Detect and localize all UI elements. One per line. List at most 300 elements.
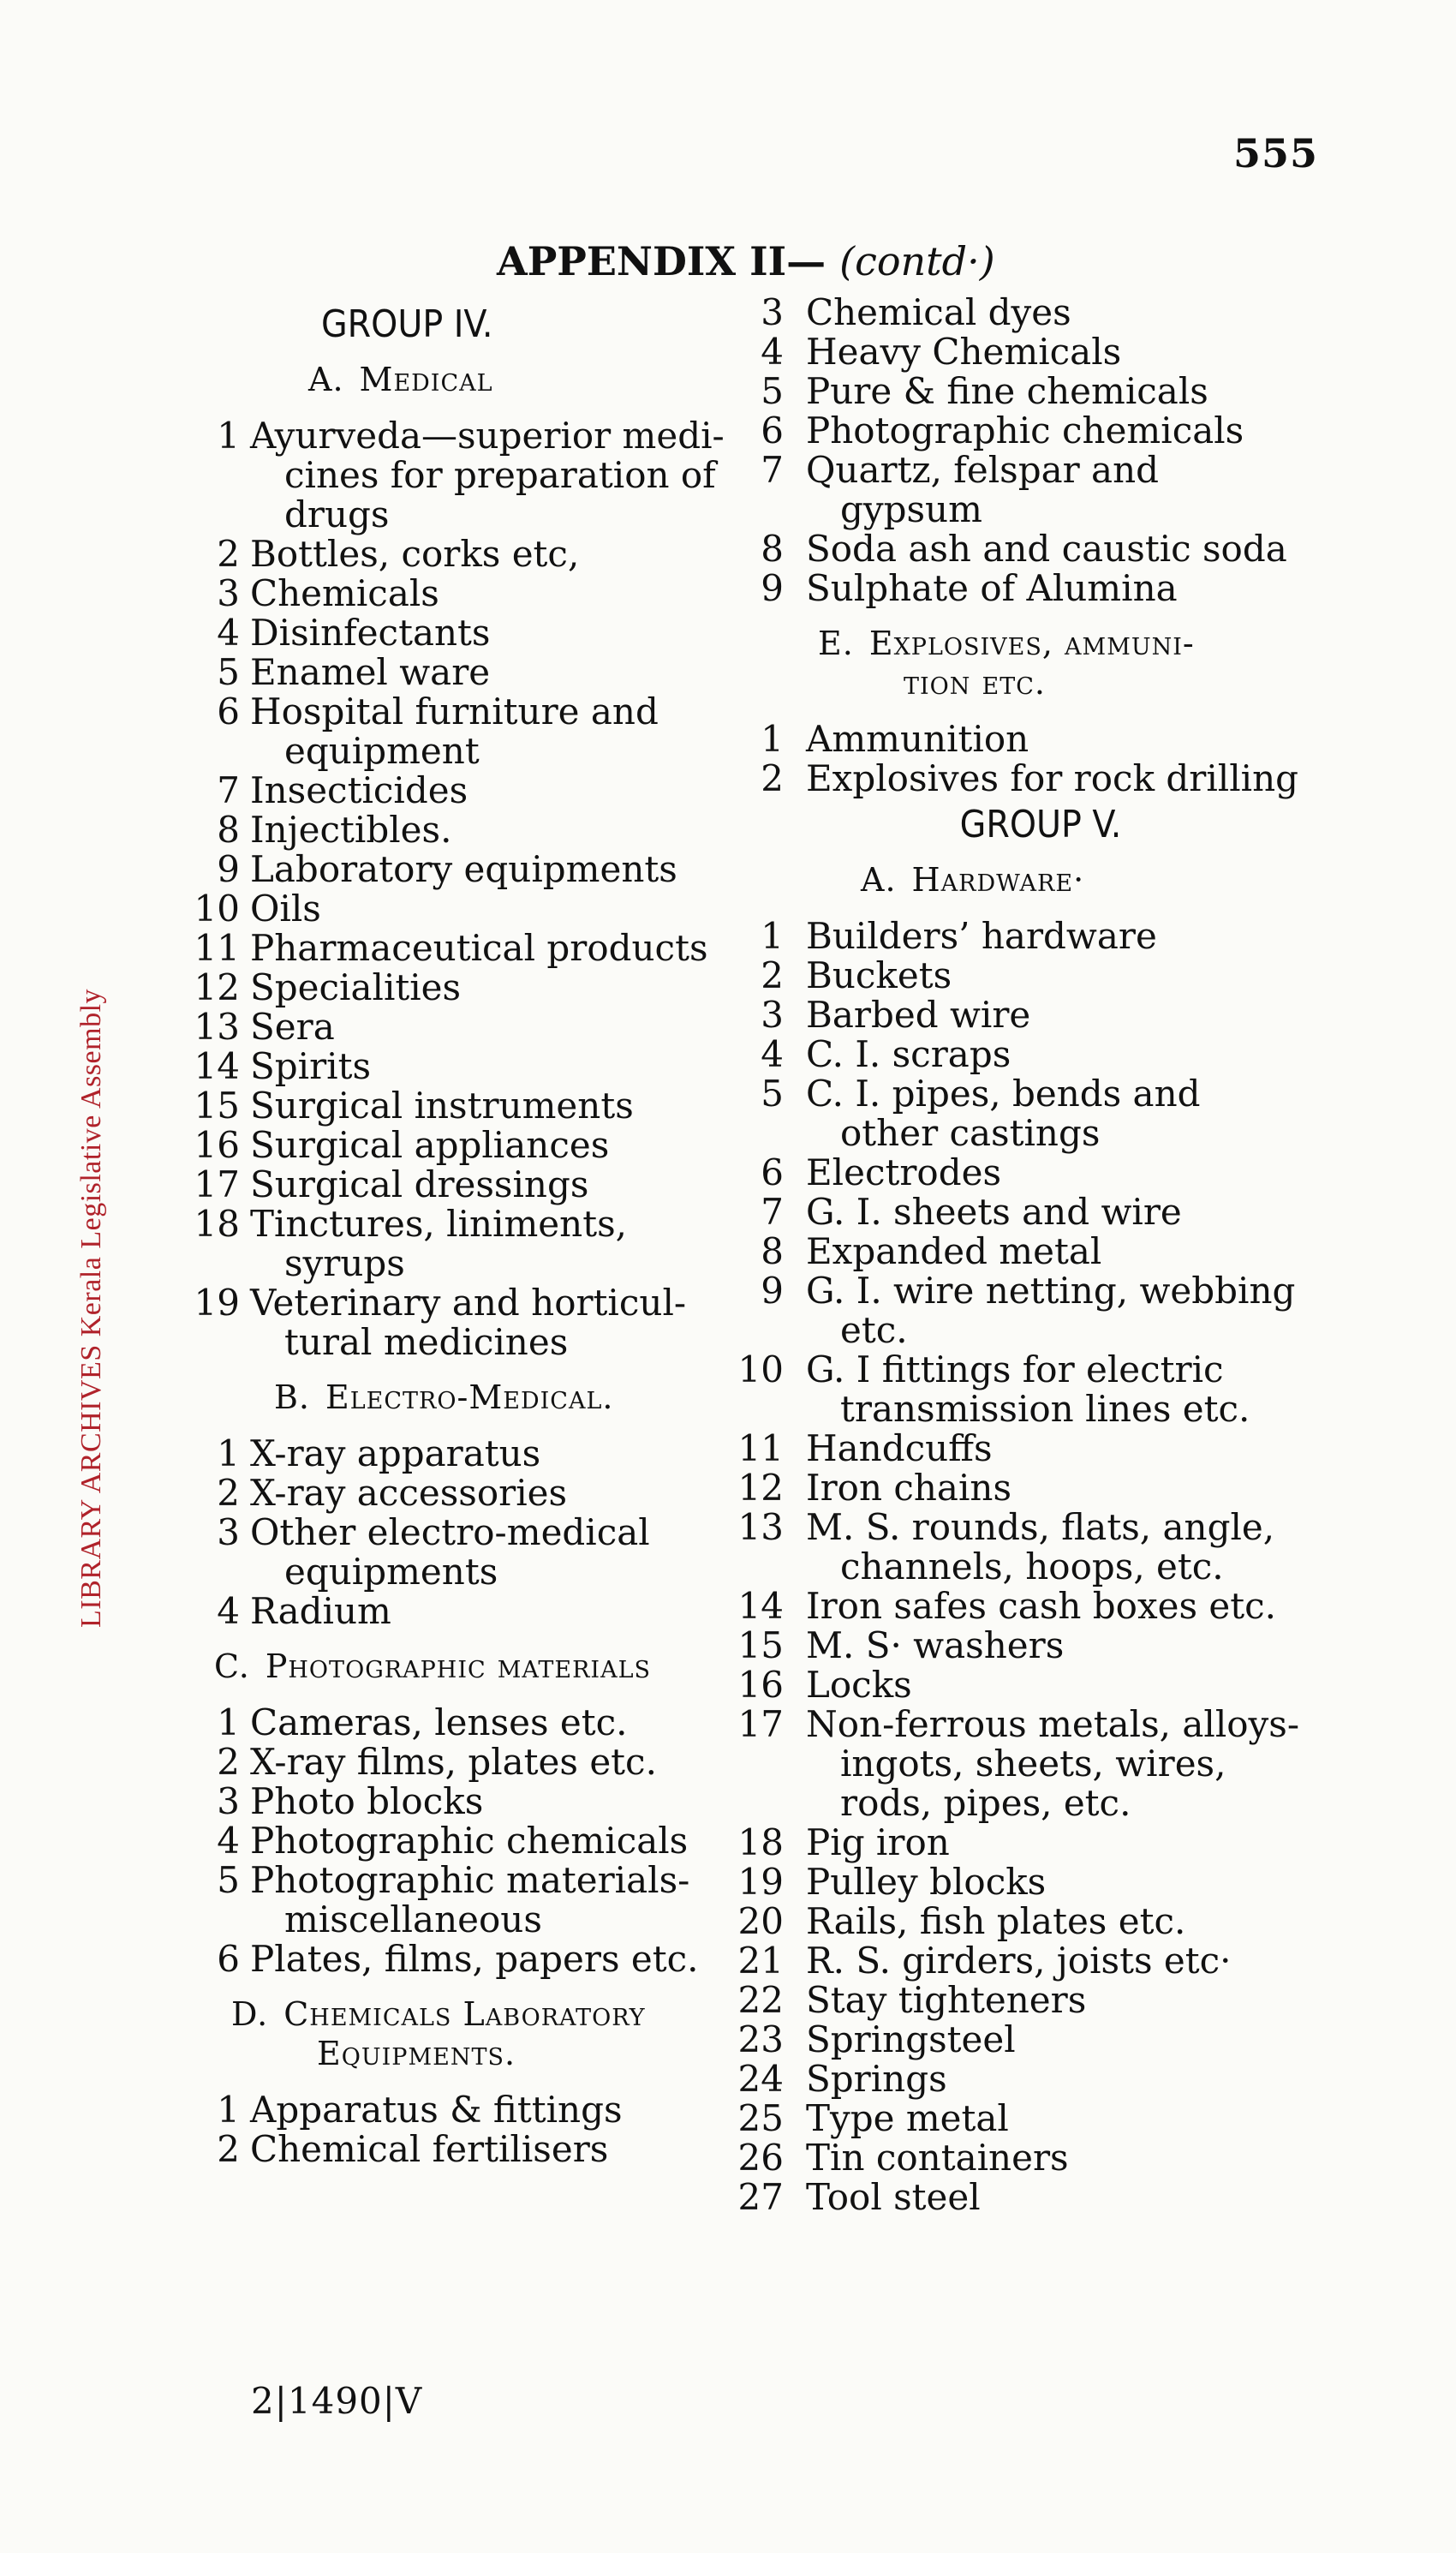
list-item <box>180 1165 728 1205</box>
item-text <box>806 1508 1349 1587</box>
item-text-line: Radium <box>250 1590 391 1632</box>
item-number: 3 <box>761 291 784 333</box>
list-item <box>732 1193 1349 1232</box>
section-title: Electro-Medical. <box>325 1378 614 1416</box>
list-item <box>180 1743 728 1782</box>
item-text-line: Cameras, lenses etc. <box>250 1701 628 1743</box>
item-number: 22 <box>737 1979 784 2021</box>
list-item <box>732 2138 1349 2178</box>
item-text <box>250 1126 728 1165</box>
list-item <box>732 1153 1349 1193</box>
item-text <box>250 1703 728 1743</box>
list-item <box>732 529 1349 569</box>
list-item <box>732 2060 1349 2099</box>
list-item <box>180 1861 728 1940</box>
item-text <box>250 653 728 692</box>
item-number: 8 <box>217 809 240 851</box>
item-text-continuation: transmission lines etc. <box>840 1388 1250 1430</box>
item-number: 7 <box>761 449 784 491</box>
item-text-continuation: gypsum <box>840 488 982 530</box>
item-number: 2 <box>217 1741 240 1783</box>
list-item <box>180 692 728 771</box>
section-title: Photographic materials <box>265 1647 652 1685</box>
item-text-line: Pig iron <box>806 1821 950 1863</box>
item-text-line: Tool steel <box>806 2176 981 2218</box>
item-text-line: Type metal <box>806 2097 1009 2139</box>
item-text-line: X-ray accessories <box>250 1472 568 1514</box>
item-number: 9 <box>761 567 784 609</box>
section-title-continuation: Equipments. <box>317 2035 516 2072</box>
item-number: 11 <box>737 1427 784 1469</box>
item-text-line: X-ray films, plates etc. <box>250 1741 657 1783</box>
item-text-continuation: equipment <box>284 730 480 772</box>
left-column <box>180 298 728 2169</box>
item-text-line: Enamel ware <box>250 651 491 693</box>
list-item <box>180 850 728 889</box>
section-letter: A. <box>308 361 344 398</box>
list-item <box>732 1902 1349 1941</box>
item-text <box>250 1513 728 1592</box>
item-text <box>250 2090 728 2130</box>
item-text-line: Quartz, felspar and <box>806 449 1160 491</box>
item-text <box>806 569 1349 608</box>
item-number: 18 <box>194 1203 240 1245</box>
list-item <box>732 332 1349 372</box>
item-text-line: Apparatus & fittings <box>250 2089 623 2131</box>
list-item <box>732 411 1349 451</box>
item-text-line: Hospital furniture and <box>250 691 659 732</box>
item-text <box>806 1074 1349 1153</box>
item-text-line: Photo blocks <box>250 1780 484 1822</box>
item-text-line: Insecticides <box>250 769 468 811</box>
section-letter: C. <box>214 1647 250 1685</box>
list-item <box>732 1468 1349 1508</box>
list-item <box>732 2099 1349 2138</box>
item-number: 7 <box>217 769 240 811</box>
item-number: 24 <box>737 2058 784 2100</box>
section-letter: A. <box>861 861 897 899</box>
item-text <box>250 692 728 771</box>
list-item <box>732 995 1349 1035</box>
appendix-title-main: APPENDIX II— <box>497 238 826 284</box>
item-number: 2 <box>217 533 240 575</box>
item-number: 2 <box>217 1472 240 1514</box>
list-item <box>180 1205 728 1283</box>
item-number: 5 <box>217 1859 240 1901</box>
list-item <box>732 956 1349 995</box>
list-item <box>180 653 728 692</box>
item-text <box>250 929 728 968</box>
item-number: 18 <box>737 1821 784 1863</box>
item-text <box>806 1902 1349 1941</box>
item-text <box>806 1153 1349 1193</box>
item-text-line: Iron safes cash boxes etc. <box>806 1585 1276 1627</box>
item-text <box>806 332 1349 372</box>
item-text <box>806 1232 1349 1271</box>
item-text <box>250 1086 728 1126</box>
item-text <box>806 1468 1349 1508</box>
item-text-continuation: other castings <box>840 1112 1101 1154</box>
item-text <box>806 2020 1349 2060</box>
item-text <box>806 1862 1349 1902</box>
item-text-line: Explosives for rock drilling <box>806 757 1298 799</box>
item-number: 5 <box>761 370 784 412</box>
item-number: 1 <box>217 1432 240 1474</box>
item-text-line: Laboratory equipments <box>250 848 677 890</box>
item-text <box>250 1205 728 1283</box>
appendix-title-contd: (contd·) <box>839 238 995 284</box>
list-item <box>732 1981 1349 2020</box>
section-letter: E. <box>818 625 854 662</box>
item-text <box>806 759 1349 798</box>
item-number: 23 <box>737 2018 784 2060</box>
item-text <box>806 1626 1349 1665</box>
item-number: 4 <box>217 1590 240 1632</box>
list-item <box>180 574 728 613</box>
item-text <box>250 1165 728 1205</box>
item-text-line: Bottles, corks etc, <box>250 533 580 575</box>
item-number: 25 <box>737 2097 784 2139</box>
item-text <box>250 535 728 574</box>
item-text-line: M. S· washers <box>806 1624 1065 1666</box>
list-item <box>732 1074 1349 1153</box>
item-number: 10 <box>194 888 240 930</box>
item-text <box>806 451 1349 529</box>
section-heading <box>180 1994 728 2073</box>
section-heading <box>180 1647 728 1686</box>
list-item <box>732 759 1349 798</box>
item-text-line: Handcuffs <box>806 1427 993 1469</box>
item-number: 12 <box>737 1467 784 1509</box>
item-text <box>806 1941 1349 1981</box>
item-text-line: Ayurveda—superior medi- <box>250 415 725 457</box>
item-number: 14 <box>737 1585 784 1627</box>
item-text <box>250 1474 728 1513</box>
right-column <box>732 293 1349 2217</box>
item-text-line: Buckets <box>806 954 952 996</box>
item-text-continuation: miscellaneous <box>284 1898 542 1940</box>
item-number: 19 <box>737 1861 784 1903</box>
item-text-line: Chemical fertilisers <box>250 2128 609 2170</box>
item-number: 2 <box>217 2128 240 2170</box>
item-text <box>250 968 728 1007</box>
item-text-line: Stay tighteners <box>806 1979 1087 2021</box>
item-text-line: Veterinary and horticul- <box>250 1282 687 1324</box>
list-item <box>732 1035 1349 1074</box>
item-text <box>250 1007 728 1047</box>
item-number: 17 <box>737 1703 784 1745</box>
list-item <box>732 917 1349 956</box>
item-text <box>250 1821 728 1861</box>
list-item <box>180 1474 728 1513</box>
item-number: 13 <box>194 1006 240 1048</box>
group-heading: GROUP V. <box>959 803 1122 846</box>
item-number: 1 <box>217 415 240 457</box>
list-item <box>732 293 1349 332</box>
item-text-line: Chemical dyes <box>806 291 1071 333</box>
item-text <box>250 1743 728 1782</box>
list-item <box>732 372 1349 411</box>
item-text-line: Pharmaceutical products <box>250 927 708 969</box>
item-text <box>806 529 1349 569</box>
section-title: Hardware· <box>911 861 1085 899</box>
item-number: 5 <box>761 1073 784 1115</box>
item-text-continuation: rods, pipes, etc. <box>840 1782 1131 1824</box>
item-text <box>806 917 1349 956</box>
item-number: 1 <box>761 915 784 957</box>
list-item <box>180 535 728 574</box>
item-text <box>806 1350 1349 1429</box>
item-number: 27 <box>737 2176 784 2218</box>
item-text-line: Other electro-medical <box>250 1511 650 1553</box>
item-text <box>806 372 1349 411</box>
item-text-line: Pure & fine chemicals <box>806 370 1208 412</box>
item-number: 3 <box>217 1511 240 1553</box>
section-title-continuation: tion etc. <box>904 664 1046 702</box>
list-item <box>180 1126 728 1165</box>
item-number: 19 <box>194 1282 240 1324</box>
item-text <box>806 1981 1349 2020</box>
item-text-line: Soda ash and caustic soda <box>806 528 1287 570</box>
section-heading <box>180 360 728 399</box>
item-text <box>806 1587 1349 1626</box>
item-text-line: Non-ferrous metals, alloys- <box>806 1703 1300 1745</box>
item-text-line: Sulphate of Alumina <box>806 567 1178 609</box>
item-text-line: Surgical instruments <box>250 1085 634 1127</box>
item-text-line: G. I. wire netting, webbing <box>806 1270 1296 1312</box>
item-text-line: Oils <box>250 888 321 930</box>
item-text-line: C. I. pipes, bends and <box>806 1073 1201 1115</box>
item-text <box>806 1193 1349 1232</box>
item-text-line: Plates, films, papers etc. <box>250 1938 699 1980</box>
list-item <box>180 1086 728 1126</box>
item-text-continuation: channels, hoops, etc. <box>840 1546 1224 1587</box>
section-heading <box>180 1378 728 1417</box>
item-number: 3 <box>217 1780 240 1822</box>
item-text-line: R. S. girders, joists etc· <box>806 1940 1232 1982</box>
footer-code: 2|1490|V <box>251 2380 423 2422</box>
item-number: 4 <box>761 331 784 373</box>
item-number: 17 <box>194 1163 240 1205</box>
list-item <box>732 1862 1349 1902</box>
appendix-title <box>497 238 995 284</box>
item-number: 13 <box>737 1506 784 1548</box>
page-number: 555 <box>1233 130 1319 176</box>
item-number: 15 <box>737 1624 784 1666</box>
list-item <box>732 1232 1349 1271</box>
list-item <box>180 771 728 810</box>
item-text-line: Photographic chemicals <box>806 410 1244 451</box>
item-number: 14 <box>194 1045 240 1087</box>
item-text <box>250 613 728 653</box>
list-item <box>180 929 728 968</box>
section-title: Explosives, ammuni- <box>868 625 1195 662</box>
item-text <box>806 2138 1349 2178</box>
item-text-line: Rails, fish plates etc. <box>806 1900 1186 1942</box>
item-number: 5 <box>217 651 240 693</box>
item-number: 20 <box>737 1900 784 1942</box>
group-heading: GROUP IV. <box>321 302 493 346</box>
list-item <box>732 720 1349 759</box>
item-text <box>806 411 1349 451</box>
item-text-continuation: drugs <box>284 493 390 535</box>
item-number: 16 <box>194 1124 240 1166</box>
item-text <box>250 574 728 613</box>
item-text-line: Injectibles. <box>250 809 452 851</box>
item-number: 3 <box>217 572 240 614</box>
item-text <box>806 1429 1349 1468</box>
item-text-continuation: cines for preparation of <box>284 454 716 496</box>
item-text-line: Barbed wire <box>806 994 1031 1036</box>
list-item <box>180 1821 728 1861</box>
list-item <box>180 810 728 850</box>
list-item <box>180 1782 728 1821</box>
list-item <box>732 1429 1349 1468</box>
item-text-line: Specialities <box>250 966 462 1008</box>
list-item <box>732 1350 1349 1429</box>
item-text <box>250 1861 728 1940</box>
archive-watermark: LIBRARY ARCHIVES Kerala Legislative Assembly <box>75 988 107 1628</box>
item-text-line: M. S. rounds, flats, angle, <box>806 1506 1275 1548</box>
list-item <box>732 1587 1349 1626</box>
item-text <box>806 720 1349 759</box>
item-text-line: Expanded metal <box>806 1230 1102 1272</box>
section-title: Medical <box>359 361 493 398</box>
list-item <box>732 569 1349 608</box>
item-text <box>250 2130 728 2169</box>
item-number: 21 <box>737 1940 784 1982</box>
item-text-line: Chemicals <box>250 572 439 614</box>
list-item <box>180 1283 728 1362</box>
list-item <box>732 1271 1349 1350</box>
item-text <box>250 1047 728 1086</box>
item-number: 6 <box>761 410 784 451</box>
item-text <box>806 2060 1349 2099</box>
item-text-line: X-ray apparatus <box>250 1432 541 1474</box>
item-text-line: Photographic chemicals <box>250 1820 689 1862</box>
item-text-line: G. I fittings for electric <box>806 1348 1224 1390</box>
list-item <box>732 1508 1349 1587</box>
item-text <box>250 771 728 810</box>
list-item <box>732 1941 1349 1981</box>
item-text-continuation: etc. <box>840 1309 908 1351</box>
item-number: 26 <box>737 2137 784 2179</box>
item-text-line: Iron chains <box>806 1467 1012 1509</box>
item-number: 9 <box>217 848 240 890</box>
list-item <box>732 451 1349 529</box>
item-text-continuation: syrups <box>284 1242 405 1284</box>
item-number: 8 <box>761 528 784 570</box>
item-text-line: Electrodes <box>806 1151 1002 1193</box>
item-text <box>250 1592 728 1631</box>
item-text-line: Photographic materials- <box>250 1859 690 1901</box>
list-item <box>180 889 728 929</box>
item-number: 12 <box>194 966 240 1008</box>
item-number: 16 <box>737 1664 784 1706</box>
item-text-line: C. I. scraps <box>806 1033 1011 1075</box>
item-number: 6 <box>217 691 240 732</box>
item-number: 11 <box>194 927 240 969</box>
item-text <box>806 2178 1349 2217</box>
item-text-line: Surgical dressings <box>250 1163 589 1205</box>
item-text-line: Ammunition <box>806 718 1029 760</box>
item-text <box>806 2099 1349 2138</box>
item-text-line: G. I. sheets and wire <box>806 1191 1182 1233</box>
item-text <box>250 1434 728 1474</box>
item-text <box>250 889 728 929</box>
list-item <box>180 613 728 653</box>
list-item <box>732 2020 1349 2060</box>
list-item <box>180 1434 728 1474</box>
item-text-line: Springsteel <box>806 2018 1016 2060</box>
item-number: 7 <box>761 1191 784 1233</box>
item-text <box>250 850 728 889</box>
list-item <box>180 1007 728 1047</box>
section-letter: B. <box>274 1378 311 1416</box>
list-item <box>180 2090 728 2130</box>
list-item <box>180 1047 728 1086</box>
item-text-line: Pulley blocks <box>806 1861 1047 1903</box>
item-number: 15 <box>194 1085 240 1127</box>
list-item <box>732 1823 1349 1862</box>
item-text <box>806 1271 1349 1350</box>
item-text <box>806 293 1349 332</box>
item-number: 3 <box>761 994 784 1036</box>
item-text-line: Tinctures, liniments, <box>250 1203 627 1245</box>
item-number: 4 <box>761 1033 784 1075</box>
list-item <box>732 1665 1349 1705</box>
list-item <box>180 416 728 535</box>
item-text <box>806 1705 1349 1823</box>
item-text-continuation: ingots, sheets, wires, <box>840 1743 1226 1785</box>
item-text <box>806 1823 1349 1862</box>
list-item <box>732 1705 1349 1823</box>
item-number: 4 <box>217 612 240 654</box>
item-number: 2 <box>761 954 784 996</box>
list-item <box>180 2130 728 2169</box>
item-text-line: Surgical appliances <box>250 1124 610 1166</box>
item-number: 1 <box>217 2089 240 2131</box>
item-text <box>806 995 1349 1035</box>
item-number: 10 <box>737 1348 784 1390</box>
item-text <box>806 956 1349 995</box>
item-number: 2 <box>761 757 784 799</box>
list-item <box>180 1940 728 1979</box>
item-number: 9 <box>761 1270 784 1312</box>
list-item <box>732 2178 1349 2217</box>
item-text-continuation: equipments <box>284 1551 498 1593</box>
item-number: 1 <box>217 1701 240 1743</box>
item-text <box>806 1665 1349 1705</box>
item-number: 1 <box>761 718 784 760</box>
item-number: 8 <box>761 1230 784 1272</box>
item-text-continuation: tural medicines <box>284 1321 569 1363</box>
list-item <box>732 1626 1349 1665</box>
list-item <box>180 1703 728 1743</box>
item-text <box>250 416 728 535</box>
item-text-line: Sera <box>250 1006 335 1048</box>
list-item <box>180 1513 728 1592</box>
list-item <box>180 968 728 1007</box>
item-text-line: Spirits <box>250 1045 372 1087</box>
item-text-line: Tin containers <box>806 2137 1069 2179</box>
section-title: Chemicals Laboratory <box>283 1995 646 2033</box>
list-item <box>180 1592 728 1631</box>
item-text-line: Locks <box>806 1664 912 1706</box>
item-text-line: Disinfectants <box>250 612 491 654</box>
item-number: 6 <box>217 1938 240 1980</box>
item-text-line: Heavy Chemicals <box>806 331 1122 373</box>
